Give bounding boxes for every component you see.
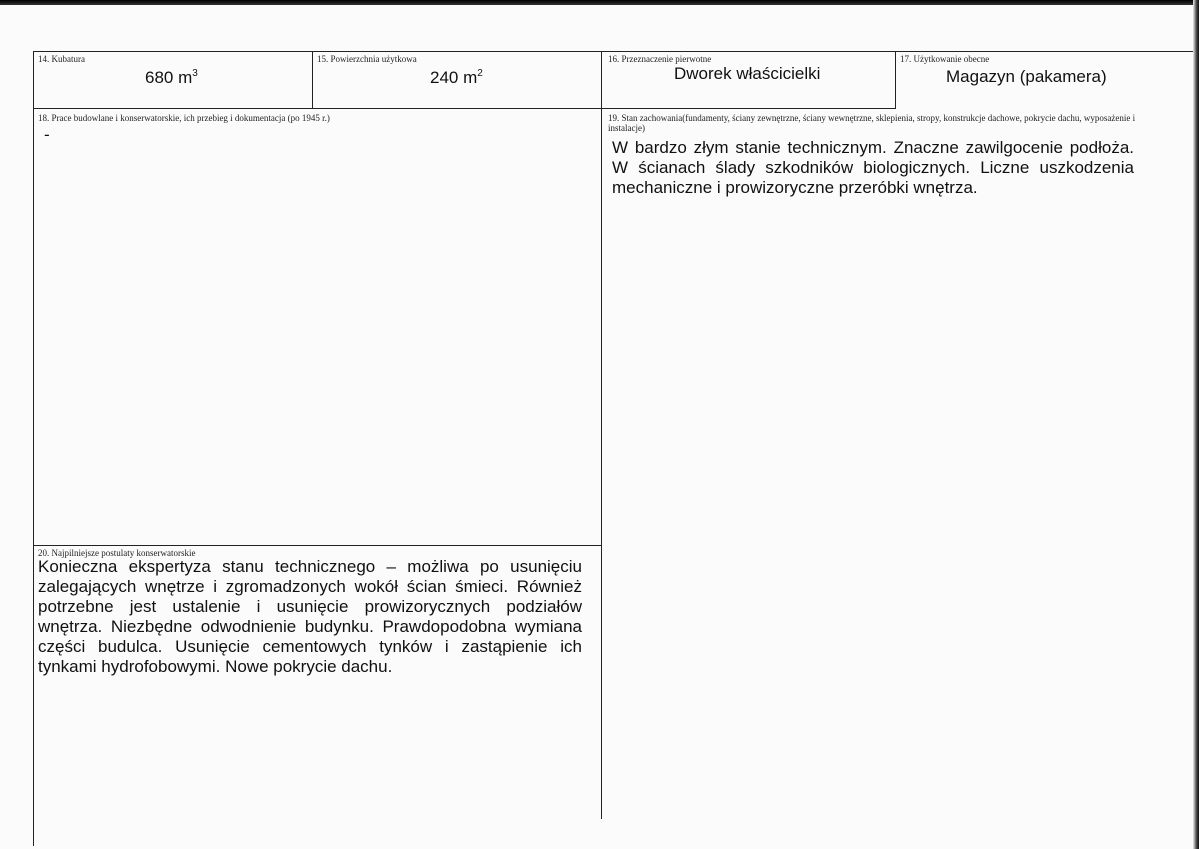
field-20-value: Konieczna ekspertyza stanu technicznego – możliwa po usunięciu zalegających wnętrze i zgromadzonych wokół ścian śmieci. Również potrzebne jest ustalenie i usunięcie prowizorycznych podziałów wnętrza. Niezbędne odwodnienie budynku. Prawdopodobna wymiana części budulca. Usunięcie cementowych tynków i zastąpienie ich tynkami hydrofobowymi. Nowe pokrycie dachu. [38, 557, 582, 676]
field-14-label: 14. Kubatura [38, 54, 85, 64]
field-17-value: Magazyn (pakamera) [946, 67, 1107, 86]
grid-line-mid-left [33, 545, 601, 546]
field-15-label: 15. Powierzchnia użytkowa [317, 54, 417, 64]
field-19-label: 19. Stan zachowania(fundamenty, ściany zewnętrzne, ściany wewnętrzne, sklepienia, stropy, konstrukcje dachowe, pokrycie dachu, wyposażenie i instalacje) [608, 113, 1136, 133]
grid-line-header-right [601, 108, 896, 109]
grid-line-v-center [601, 51, 602, 819]
field-18-label: 18. Prace budowlane i konserwatorskie, ich przebieg i dokumentacja (po 1945 r.) [38, 113, 330, 123]
grid-line-header-left [33, 108, 601, 109]
field-14-sup: 3 [192, 68, 198, 79]
field-14-number: 680 m [145, 68, 193, 87]
grid-line-v-17 [895, 51, 896, 109]
field-15-sup: 2 [477, 68, 483, 79]
grid-line-v-left [33, 51, 34, 846]
field-15-value [430, 64, 483, 88]
scan-edge-right [1193, 0, 1199, 849]
field-14-value [145, 64, 198, 88]
field-18-value: - [44, 125, 50, 144]
scan-edge-top [0, 0, 1199, 5]
field-16-value: Dworek właścicielki [674, 64, 821, 83]
field-17-label: 17. Użytkowanie obecne [900, 54, 990, 64]
field-19-value: W bardzo złym stanie technicznym. Znaczne zawilgocenie podłoża. W ścianach ślady szkodników biologicznych. Liczne uszkodzenia mechaniczne i prowizoryczne przeróbki wnętrza. [612, 138, 1134, 197]
grid-line-v-15 [312, 51, 313, 108]
field-20-label: 20. Najpilniejsze postulaty konserwatorskie [38, 548, 196, 558]
grid-line-top [33, 51, 1193, 52]
field-15-number: 240 m [430, 68, 478, 87]
field-16-label: 16. Przeznaczenie pierwotne [608, 54, 712, 64]
